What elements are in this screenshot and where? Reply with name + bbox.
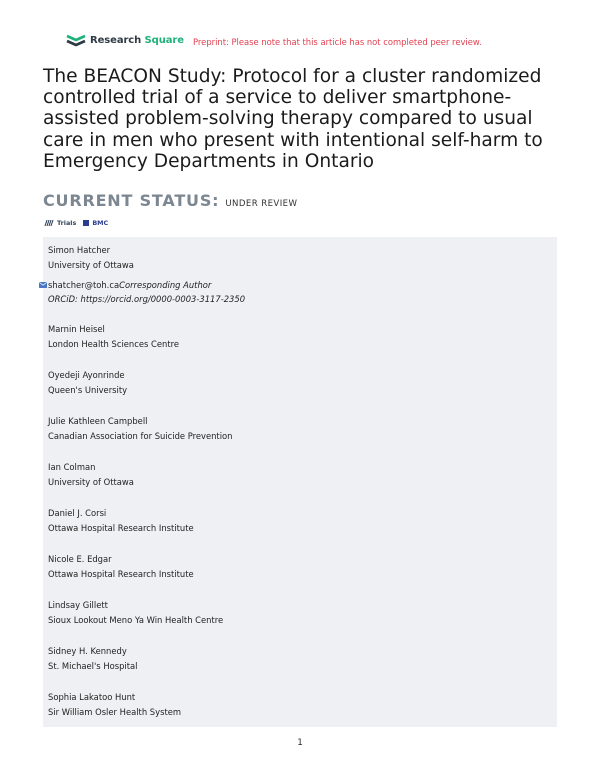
author-entry: [48, 414, 552, 444]
email-icon: [39, 282, 47, 288]
author-entry: [48, 552, 552, 582]
page-header: [66, 33, 560, 53]
research-square-logo-icon: [66, 33, 86, 47]
author-name: Nicole E. Edgar: [48, 554, 112, 564]
author-affiliation: University of Ottawa: [48, 477, 134, 487]
author-name: Ian Colman: [48, 462, 96, 472]
author-affiliation: St. Michael's Hospital: [48, 661, 138, 671]
journal-trials[interactable]: [44, 219, 76, 227]
brand-name: [90, 35, 184, 46]
author-affiliation: Queen's University: [48, 385, 128, 395]
author-name: Simon Hatcher: [48, 245, 111, 255]
brand-name-part2: Square: [144, 34, 184, 46]
bmc-logo-icon: [83, 220, 89, 226]
corresponding-author-label: Corresponding Author: [119, 280, 212, 290]
status-value: UNDER REVIEW: [225, 199, 298, 209]
author-affiliation: Canadian Association for Suicide Prevention: [48, 431, 233, 441]
preprint-notice: Preprint: Please note that this article has not completed peer review.: [193, 37, 482, 47]
author-affiliation: Ottawa Hospital Research Institute: [48, 523, 194, 533]
author-name: Sidney H. Kennedy: [48, 646, 127, 656]
trials-logo-icon: [44, 219, 54, 227]
author-entry: [48, 598, 552, 628]
journal-trials-label: Trials: [57, 219, 77, 227]
brand-name-part1: Research: [90, 34, 142, 46]
journal-bmc-label: BMC: [92, 219, 109, 227]
author-entry: [48, 644, 552, 674]
author-name: Marnin Heisel: [48, 324, 105, 334]
author-entry: [48, 690, 552, 720]
author-entry: [48, 506, 552, 536]
author-affiliation: Sir William Osler Health System: [48, 707, 182, 717]
author-name: Oyedeji Ayonrinde: [48, 370, 125, 380]
author-affiliation: University of Ottawa: [48, 260, 134, 270]
author-name: Sophia Lakatoo Hunt: [48, 692, 136, 702]
email-link[interactable]: shatcher@toh.ca: [48, 280, 120, 290]
research-square-logo[interactable]: [66, 33, 184, 47]
journal-bmc[interactable]: [83, 219, 108, 227]
journal-badges: [44, 219, 108, 227]
page-number: 1: [297, 737, 303, 747]
orcid-link[interactable]: ORCiD: https://orcid.org/0000-0003-3117-2350: [48, 294, 246, 304]
author-name: Julie Kathleen Campbell: [48, 416, 148, 426]
author-entry: [48, 460, 552, 490]
author-entry: [48, 243, 552, 273]
paper-title: The BEACON Study: Protocol for a cluster randomized controlled trial of a service to deliver smartphone-assisted problem-solving therapy compared to usual care in men who present with intentional self-harm to Emergency Departments in Ontario: [43, 66, 543, 172]
author-name: Daniel J. Corsi: [48, 508, 107, 518]
author-entry: [48, 322, 552, 352]
current-status: [43, 191, 297, 210]
author-list: [43, 237, 557, 727]
author-entry: [48, 368, 552, 398]
author-name: Lindsay Gillett: [48, 600, 108, 610]
author-affiliation: Ottawa Hospital Research Institute: [48, 569, 194, 579]
status-label: CURRENT STATUS:: [43, 191, 220, 210]
corresponding-contact: [48, 278, 552, 306]
author-affiliation: London Health Sciences Centre: [48, 339, 180, 349]
author-affiliation: Sioux Lookout Meno Ya Win Health Centre: [48, 615, 224, 625]
